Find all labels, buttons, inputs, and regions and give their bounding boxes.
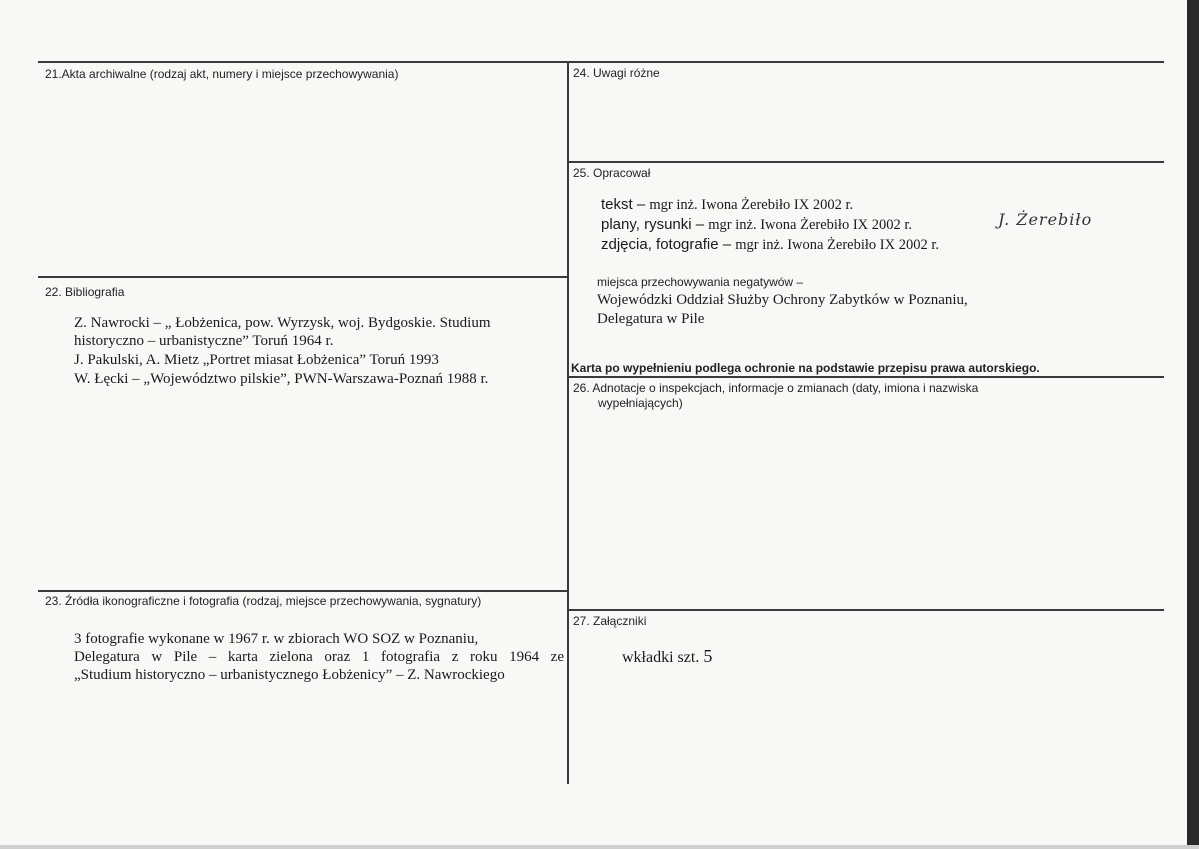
- section-25-label: 25. Opracował: [573, 166, 651, 180]
- author-row-plans-key: plany, rysunki –: [601, 216, 709, 233]
- section-24-label: 24. Uwagi różne: [573, 66, 660, 80]
- iconography-line-3: „Studium historyczno – urbanistycznego Łobżenicy” – Z. Nawrockiego: [74, 667, 505, 683]
- bibliography-line-4: W. Łęcki – „Województwo pilskie”, PWN-Warszawa-Poznań 1988 r.: [74, 371, 489, 387]
- bibliography-line-2: historyczno – urbanistyczne” Toruń 1964 r.: [74, 333, 334, 349]
- divider-27: [567, 609, 1164, 611]
- attachments-value: [622, 648, 712, 666]
- bibliography-line-3: J. Pakulski, A. Mietz „Portret miasat Łobżenica” Toruń 1993: [74, 352, 439, 368]
- handwritten-signature: J. Żerebiło: [998, 210, 1093, 229]
- bibliography-line-1: Z. Nawrocki – „ Łobżenica, pow. Wyrzysk, woj. Bydgoskie. Studium: [74, 315, 491, 331]
- section-26-label-line-2: wypełniających): [598, 396, 683, 410]
- attachments-text: wkładki szt.: [622, 649, 704, 666]
- author-row-photos-value: mgr inż. Iwona Żerebiło IX 2002 r.: [735, 237, 940, 253]
- divider-26: [567, 376, 1164, 378]
- negatives-storage-label: miejsca przechowywania negatywów –: [597, 275, 804, 289]
- divider-22: [38, 276, 568, 278]
- author-row-plans-value: mgr inż. Iwona Żerebiło IX 2002 r.: [708, 217, 913, 233]
- divider-23: [38, 590, 568, 592]
- attachments-count: 5: [703, 646, 713, 666]
- divider-25: [567, 161, 1164, 163]
- scan-edge-bottom: [0, 845, 1199, 849]
- author-row-text-value: mgr inż. Iwona Żerebiło IX 2002 r.: [649, 197, 854, 213]
- center-divider-line: [567, 61, 569, 784]
- iconography-line-1: 3 fotografie wykonane w 1967 r. w zbiorach WO SOZ w Poznaniu,: [74, 631, 479, 647]
- author-row-text-key: tekst –: [601, 196, 650, 213]
- section-26-label-line-1: 26. Adnotacje o inspekcjach, informacje o zmianach (daty, imiona i nazwiska: [573, 381, 979, 395]
- section-23-label: 23. Źródła ikonograficzne i fotografia (rodzaj, miejsce przechowywania, sygnatury): [45, 594, 482, 608]
- copyright-note: Karta po wypełnieniu podlega ochronie na podstawie przepisu prawa autorskiego.: [571, 361, 1040, 375]
- negatives-storage-line-1: Wojewódzki Oddział Służby Ochrony Zabytków w Poznaniu,: [597, 292, 968, 308]
- top-border-line: [38, 61, 1164, 63]
- negatives-storage-line-2: Delegatura w Pile: [597, 311, 705, 327]
- author-row-plans: [601, 216, 912, 234]
- section-22-label: 22. Bibliografia: [45, 285, 125, 299]
- author-row-text: [601, 196, 853, 214]
- scan-edge-right: [1187, 0, 1199, 849]
- iconography-line-2: Delegatura w Pile – karta zielona oraz 1 fotografia z roku 1964 ze: [74, 649, 564, 665]
- section-21-label: 21.Akta archiwalne (rodzaj akt, numery i miejsce przechowywania): [45, 67, 399, 81]
- section-27-label: 27. Załączniki: [573, 614, 647, 628]
- author-row-photos-key: zdjęcia, fotografie –: [601, 236, 736, 253]
- author-row-photos: [601, 236, 939, 254]
